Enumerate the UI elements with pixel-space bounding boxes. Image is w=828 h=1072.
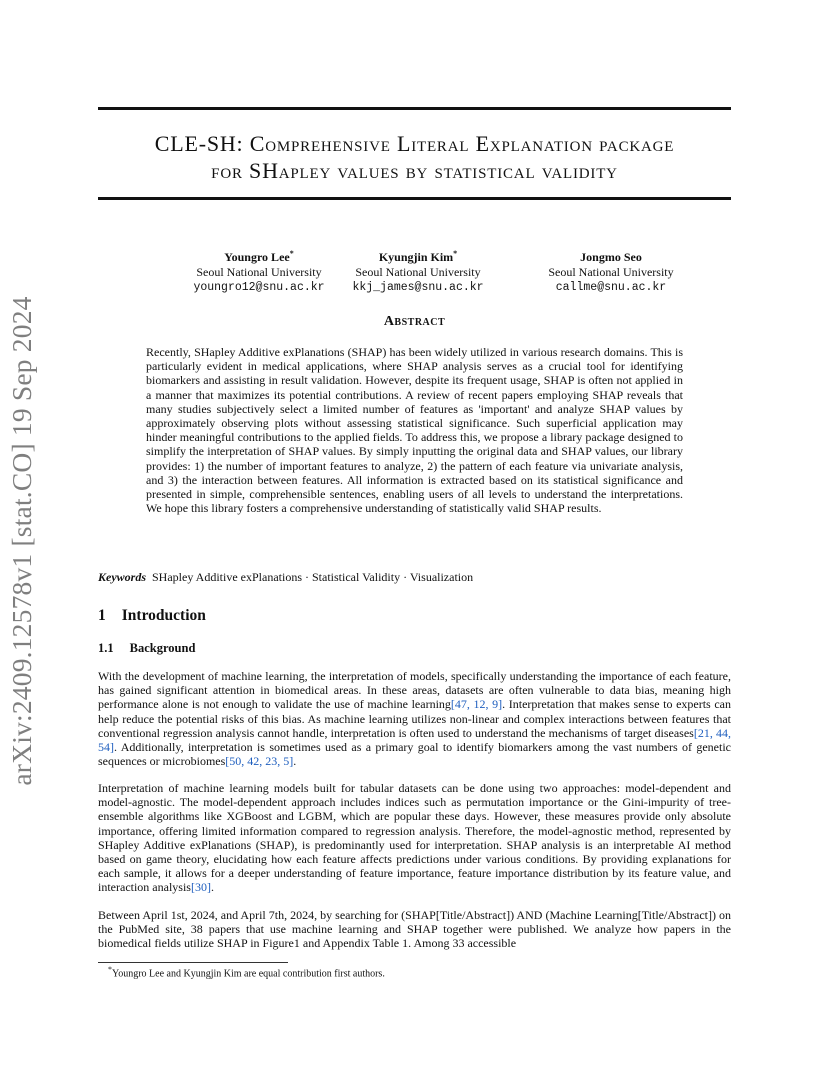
author-name: Kyungjin Kim* [378,249,458,264]
section-title: Introduction [121,607,206,624]
author-name: Youngro Lee* [224,249,294,264]
citation-link[interactable]: [21, 44, 54] [98,725,731,755]
footnote [108,965,385,979]
citation-link[interactable]: [50, 42, 23, 5] [225,754,294,769]
author-3 [501,246,721,295]
author-affiliation: Seoul National University [196,265,322,279]
section-heading-introduction [98,607,206,625]
footnote-rule [98,962,288,963]
footnote-mark: * [108,965,112,974]
paper-title-line-2: for SHapley values by statistical validity [211,158,618,183]
citation-link[interactable]: [30] [190,880,211,895]
subsection-heading-background [98,641,195,656]
abstract-text: Recently, SHapley Additive exPlanations (SHAP) has been widely utilized in various research domains. This is particularly evident in medical applications, where SHAP analysis serves as a crucial tool for identifying biomarkers and assisting in result validation. However, despite its frequent usage, SHAP is often not applied in a manner that maximizes its potential contributions. A review of recent papers employing SHAP reveals that many studies subjectively select a limited number of features as 'important' and analyze SHAP values by approximately observing plots without assessing statistical significance. Such superficial application may hinder meaningful contributions to the applied fields. To address this, we propose a library package designed to simplify the interpretation of SHAP values. By simply inputting the original data and SHAP values, our library provides: 1) the number of important features to analyze, 2) the pattern of each feature via univariate analysis, and 3) the interaction between features. All information is extracted based on its statistical significance and presented in simple, comprehensible sentences, enabling users of all levels to understand the interpretations. We hope this library fosters a comprehensive understanding of statistically valid SHAP results. [146,345,683,516]
author-name: Jongmo Seo [580,250,642,264]
paper-title-line-1: CLE-SH: Comprehensive Literal Explanation package [154,131,675,156]
subsection-number: 1.1 [98,641,114,655]
author-email[interactable]: callme@snu.ac.kr [555,281,667,294]
title-top-rule [98,107,731,110]
keywords-list: SHapley Additive exPlanations · Statistical Validity · Visualization [152,570,474,584]
section-number: 1 [98,607,106,624]
paragraph-1: With the development of machine learning, the interpretation of models, specifically understanding the importance of each feature, has gained significant attention in biomedical areas. In these areas, datasets are often vulnerable to data bias, meaning high performance alone is not enough to validate the use of machine learning[47, 12, 9]. Interpretation that makes sense to experts can help reduce the potential risks of this bias. As machine learning utilizes non-linear and complex interactions between features that conventional regression analysis cannot handle, interpretation is often used to understand the mechanisms of target diseases[21, 44, 54]. Additionally, interpretation is sometimes used as a primary goal to identify biomarkers among the vast numbers of genetic sequences or microbiomes[50, 42, 23, 5]. [98,669,731,769]
citation-link[interactable]: [47, 12, 9] [450,697,503,712]
footnote-text: Youngro Lee and Kyungjin Kim are equal contribution first authors. [112,968,385,980]
abstract-heading: Abstract [383,314,446,329]
author-email[interactable]: kkj_james@snu.ac.kr [352,281,484,294]
keywords-label: Keywords [98,570,146,584]
arxiv-identifier[interactable]: arXiv:2409.12578v1 [stat.CO] 19 Sep 2024 [6,296,37,786]
subsection-title: Background [129,641,196,655]
keywords-line [98,570,731,585]
author-affiliation: Seoul National University [548,265,674,279]
author-2 [308,246,528,295]
author-affiliation: Seoul National University [355,265,481,279]
author-block [98,246,731,306]
paragraph-3: Between April 1st, 2024, and April 7th, 2024, by searching for (SHAP[Title/Abstract]) AND (Machine Learning[Title/Abstract]) on the PubMed site, 38 papers that use machine learning and SHAP together were published. We analyze how papers in the biomedical fields utilize SHAP in Figure1 and Appendix Table 1. Among 33 accessible [98,908,731,951]
paragraph-2: Interpretation of machine learning models built for tabular datasets can be done using two approaches: model-dependent and model-agnostic. The model-dependent approach includes indices such as permutation importance or the Gini-impurity of tree-ensemble algorithms like XGBoost and LGBM, which are popular these days. However, these measures provide only absolute importance, offering limited information compared to regression analysis. Therefore, the model-agnostic method, represented by SHapley Additive exPlanations (SHAP), is predominantly used for interpretation. SHAP analysis is an interpretable AI method based on game theory, elucidating how each feature affects predictions under various conditions. By providing explanations for each sample, it allows for a deeper understanding of feature importance, feature importance distribution by its feature value, and interaction analysis[30]. [98,781,731,895]
title-bottom-rule [98,197,731,200]
author-email[interactable]: youngro12@snu.ac.kr [193,281,325,294]
